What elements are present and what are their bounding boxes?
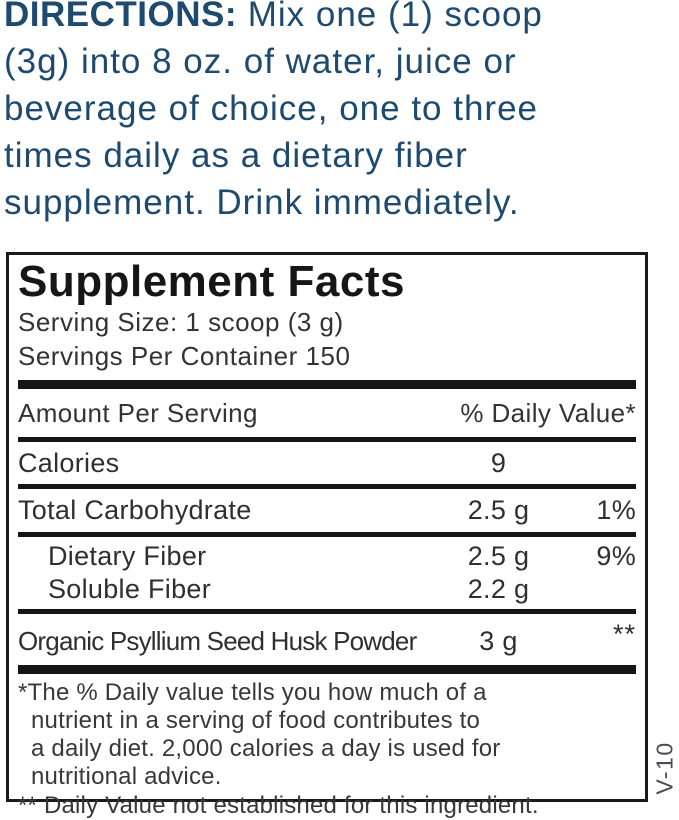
divider-thick bbox=[18, 665, 636, 674]
directions-line: (3g) into 8 oz. of water, juice or bbox=[4, 42, 517, 81]
nutrient-name: Soluble Fiber bbox=[48, 574, 211, 604]
divider-thick bbox=[18, 380, 636, 389]
amount-per-serving-header: Amount Per Serving bbox=[18, 398, 258, 428]
column-header-row bbox=[18, 389, 636, 437]
nutrient-amount: 3 g bbox=[479, 626, 518, 656]
nutrient-name: Dietary Fiber bbox=[48, 541, 207, 571]
row-calories bbox=[18, 442, 636, 484]
directions-label: DIRECTIONS: bbox=[4, 0, 237, 34]
nutrient-amount: 2.5 g bbox=[467, 495, 530, 525]
version-label: V-10 bbox=[651, 741, 678, 795]
footnote-not-established: ** Daily Value not established for this ingredient. bbox=[18, 792, 539, 819]
directions-line: beverage of choice, one to three bbox=[4, 89, 539, 128]
directions-line bbox=[4, 0, 676, 38]
directions-line: supplement. Drink immediately. bbox=[4, 183, 520, 222]
footnote-daily-value bbox=[18, 679, 636, 820]
nutrient-amount: 2.5 g bbox=[467, 541, 530, 571]
nutrient-daily-value: 9% bbox=[596, 541, 636, 571]
nutrient-name: Calories bbox=[18, 448, 120, 478]
directions-line: times daily as a dietary fiber bbox=[4, 136, 468, 175]
footnote-line: nutritional advice. bbox=[31, 763, 222, 790]
footnote-line: nutrient in a serving of food contributes to bbox=[31, 707, 481, 734]
directions-line1-rest: Mix one (1) scoop bbox=[237, 0, 543, 34]
row-psyllium-seed-husk bbox=[18, 614, 636, 665]
nutrient-daily-value: ** bbox=[612, 619, 636, 649]
row-dietary-fiber bbox=[18, 537, 636, 572]
servings-per-container: Servings Per Container 150 bbox=[18, 341, 351, 371]
row-total-carbohydrate bbox=[18, 489, 636, 532]
footnote-line: *The % Daily value tells you how much of a bbox=[18, 679, 487, 706]
row-soluble-fiber bbox=[18, 572, 636, 609]
serving-size: Serving Size: 1 scoop (3 g) bbox=[18, 307, 344, 337]
footnote-line: a daily diet. 2,000 calories a day is used for bbox=[31, 735, 501, 762]
nutrient-amount: 2.2 g bbox=[467, 574, 530, 604]
nutrient-name: Organic Psyllium Seed Husk Powder bbox=[18, 626, 417, 656]
nutrient-amount: 9 bbox=[490, 448, 507, 478]
daily-value-header: % Daily Value* bbox=[460, 398, 636, 428]
supplement-facts-panel bbox=[6, 252, 648, 819]
directions-text bbox=[4, 0, 676, 226]
nutrient-name: Total Carbohydrate bbox=[18, 495, 252, 525]
supplement-facts-title: Supplement Facts bbox=[18, 257, 405, 306]
nutrient-daily-value: 1% bbox=[596, 495, 636, 525]
